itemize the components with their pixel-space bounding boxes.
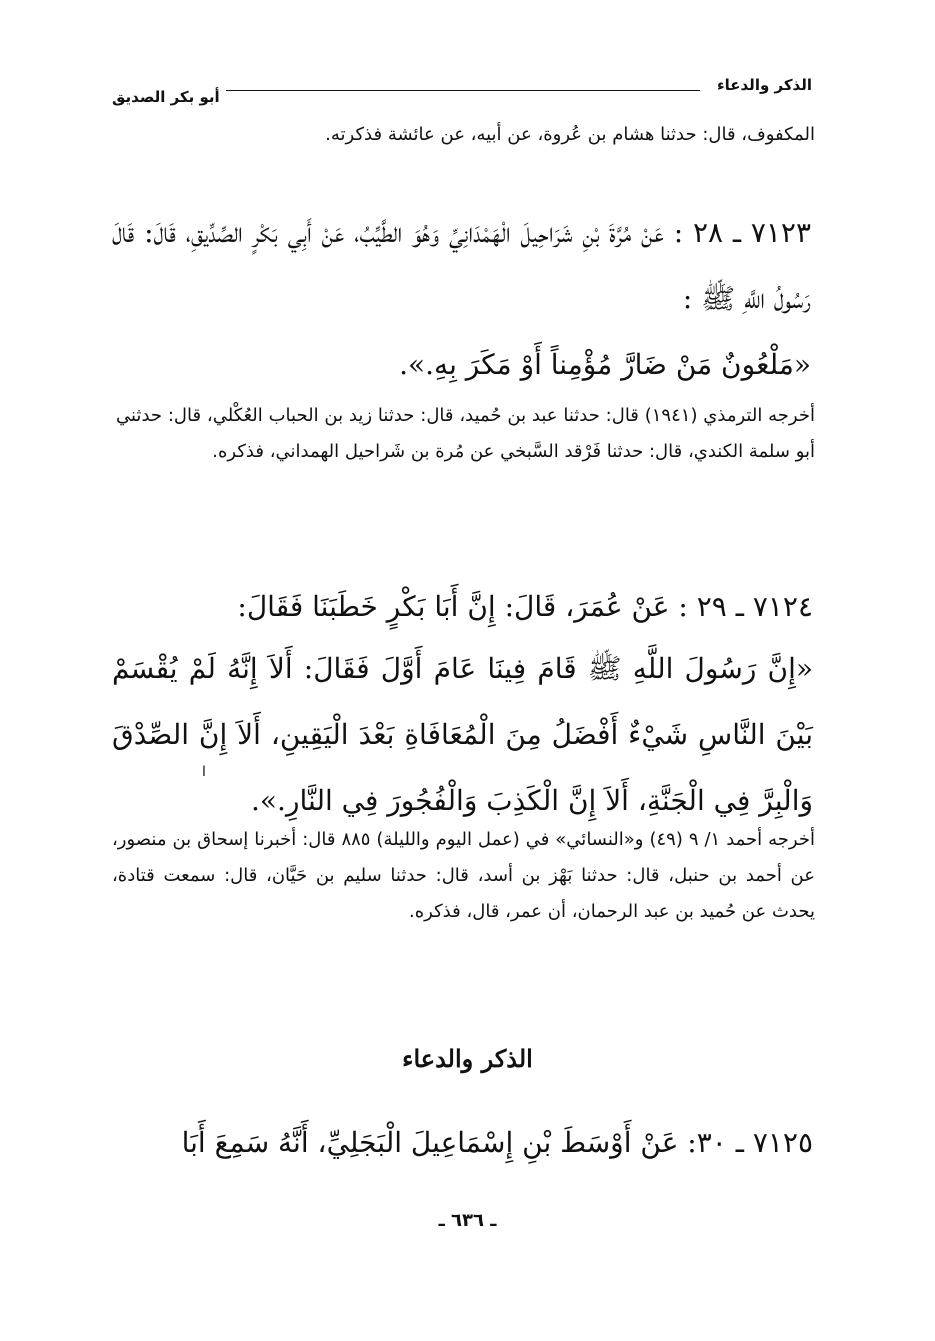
hadith-7124-quote: «إِنَّ رَسُولَ اللَّهِ ﷺ قَامَ فِينَا عَامَ أَوَّلَ فَقَالَ: أَلاَ إِنَّهُ لَمْ يُقْسَمْ بَيْنَ النَّاسِ شَيْءٌ أَفْضَلُ مِنَ الْمُعَافَاةِ بَعْدَ الْيَقِينِ، أَلاَ إِنَّ الصِّدْقَ وَالْبِرَّ فِي الْجَنَّةِ، أَلاَ إِنَّ الْكَذِبَ وَالْفُجُورَ فِي النَّارِ.». bbox=[112, 652, 813, 817]
header-chapter-title: أبو بكر الصديق bbox=[112, 88, 220, 106]
page-number: ـ ٦٣٦ ـ bbox=[438, 1210, 497, 1231]
hadith-7123-takhrij: أخرجه الترمذي (١٩٤١) قال: حدثنا عبد بن حُميد، قال: حدثنا زيد بن الحباب العُكْلي، قال: حدثني أبو سلمة الكندي، قال: حدثنا فَرْقد السَّبخي عن مُرة بن شَراحيل الهمداني، فذكره. bbox=[116, 405, 815, 462]
header-section-title: الذكر والدعاء bbox=[716, 76, 812, 94]
header-rule bbox=[226, 90, 700, 91]
hadith-7123-quote: «مَلْعُونٌ مَنْ ضَارَّ مُؤْمِناً أَوْ مَكَرَ بِهِ.». bbox=[399, 348, 811, 381]
stray-mark: ا bbox=[202, 764, 206, 780]
hadith-7124-text: ٧١٢٤ ـ ٢٩ : عَنْ عُمَرَ، قَالَ: إِنَّ أَبَا بَكْرٍ خَطَبَنَا فَقَالَ: bbox=[237, 590, 813, 623]
hadith-7125-text: ٧١٢٥ ـ ٣٠: عَنْ أَوْسَطَ بْنِ إِسْمَاعِيلَ الْبَجَلِيِّ، أَنَّهُ سَمِعَ أَبَا bbox=[181, 1126, 813, 1159]
continuation-paragraph: المكفوف، قال: حدثنا هشام بن عُروة، عن أبيه، عن عائشة فذكرته. bbox=[325, 124, 815, 145]
running-header bbox=[112, 74, 812, 108]
hadith-7123 bbox=[112, 200, 811, 398]
hadith-7123-text: ٧١٢٣ ـ ٢٨ : عَنْ مُرَّةَ بْنِ شَرَاحِيلَ الْهَمْدَانِيِّ وَهُوَ الطَّيِّبُ، عَنْ أَبِي بَكْرٍ الصِّدِّيقِ، قَالَ: قَالَ رَسُولُ اللَّهِ ﷺ : bbox=[112, 216, 811, 315]
section-heading: الذكر والدعاء bbox=[402, 1044, 533, 1073]
hadith-7124-takhrij: أخرجه أحمد ١/ ٩ (٤٩) و«النسائي» في (عمل اليوم والليلة) ٨٨٥ قال: أخبرنا إسحاق بن منصور، عن أحمد بن حنبل، قال: حدثنا بَهْز بن أسد، قال: حدثنا سليم بن حَيَّان، قال: سمعت قتادة، يحدث عن حُميد بن عبد الرحمان، أن عمر، قال، فذكره. bbox=[112, 829, 815, 922]
